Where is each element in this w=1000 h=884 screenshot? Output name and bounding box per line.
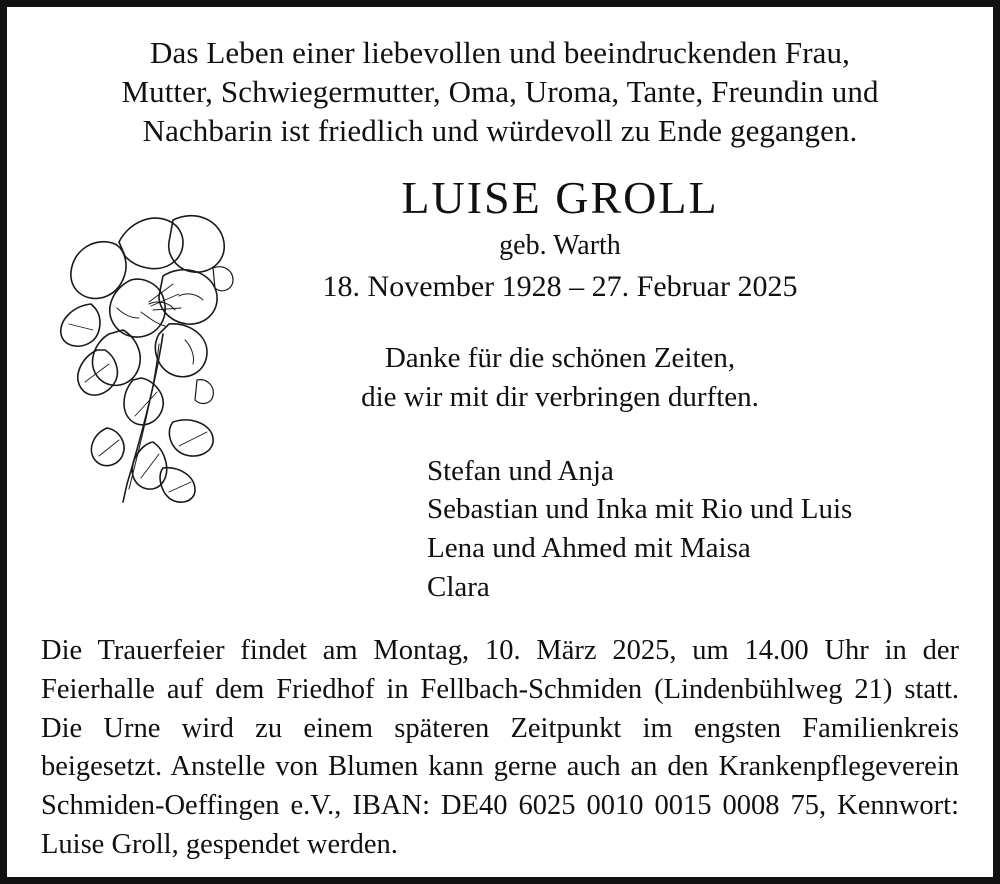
intro-line-3: Nachbarin ist friedlich und würdevoll zu Ende gegangen. [142,113,858,149]
family-line: Stefan und Anja [427,454,614,487]
flower-illustration-icon [45,184,285,514]
verse-line-1: Danke für die schönen Zeiten, [384,342,736,375]
deceased-name: LUISE GROLL [401,172,719,224]
life-dates: 18. November 1928 – 27. Februar 2025 [322,269,798,303]
main-area [41,174,959,606]
intro-text [41,33,959,150]
family-line: Clara [427,570,490,603]
intro-line-1: Das Leben einer liebevollen und beeindruckenden Frau, [150,35,850,70]
verse-line-2: die wir mit dir verbringen durften. [361,380,759,413]
family-line: Sebastian und Inka mit Rio und Luis [427,493,853,526]
intro-line-2: Mutter, Schwiegermutter, Oma, Uroma, Tante, Freundin und [121,74,879,110]
family-line: Lena und Ahmed mit Maisa [427,531,751,564]
maiden-name: geb. Warth [499,230,621,262]
funeral-details-text: Die Trauerfeier findet am Montag, 10. März 2025, um 14.00 Uhr in der Feierhalle auf dem Friedhof in Fellbach-Schmiden (Lindenbühlweg 21) statt. Die Urne wird zu einem späteren Zeitpunkt im engsten Familienkreis beigesetzt. Anstelle von Blumen kann gerne auch an den Krankenpflegeverein Schmiden-Oeffingen e.V., IBAN: DE40 6025 0010 0015 0008 75, Kennwort: Luise Groll, gespendet werden. [41,635,959,860]
